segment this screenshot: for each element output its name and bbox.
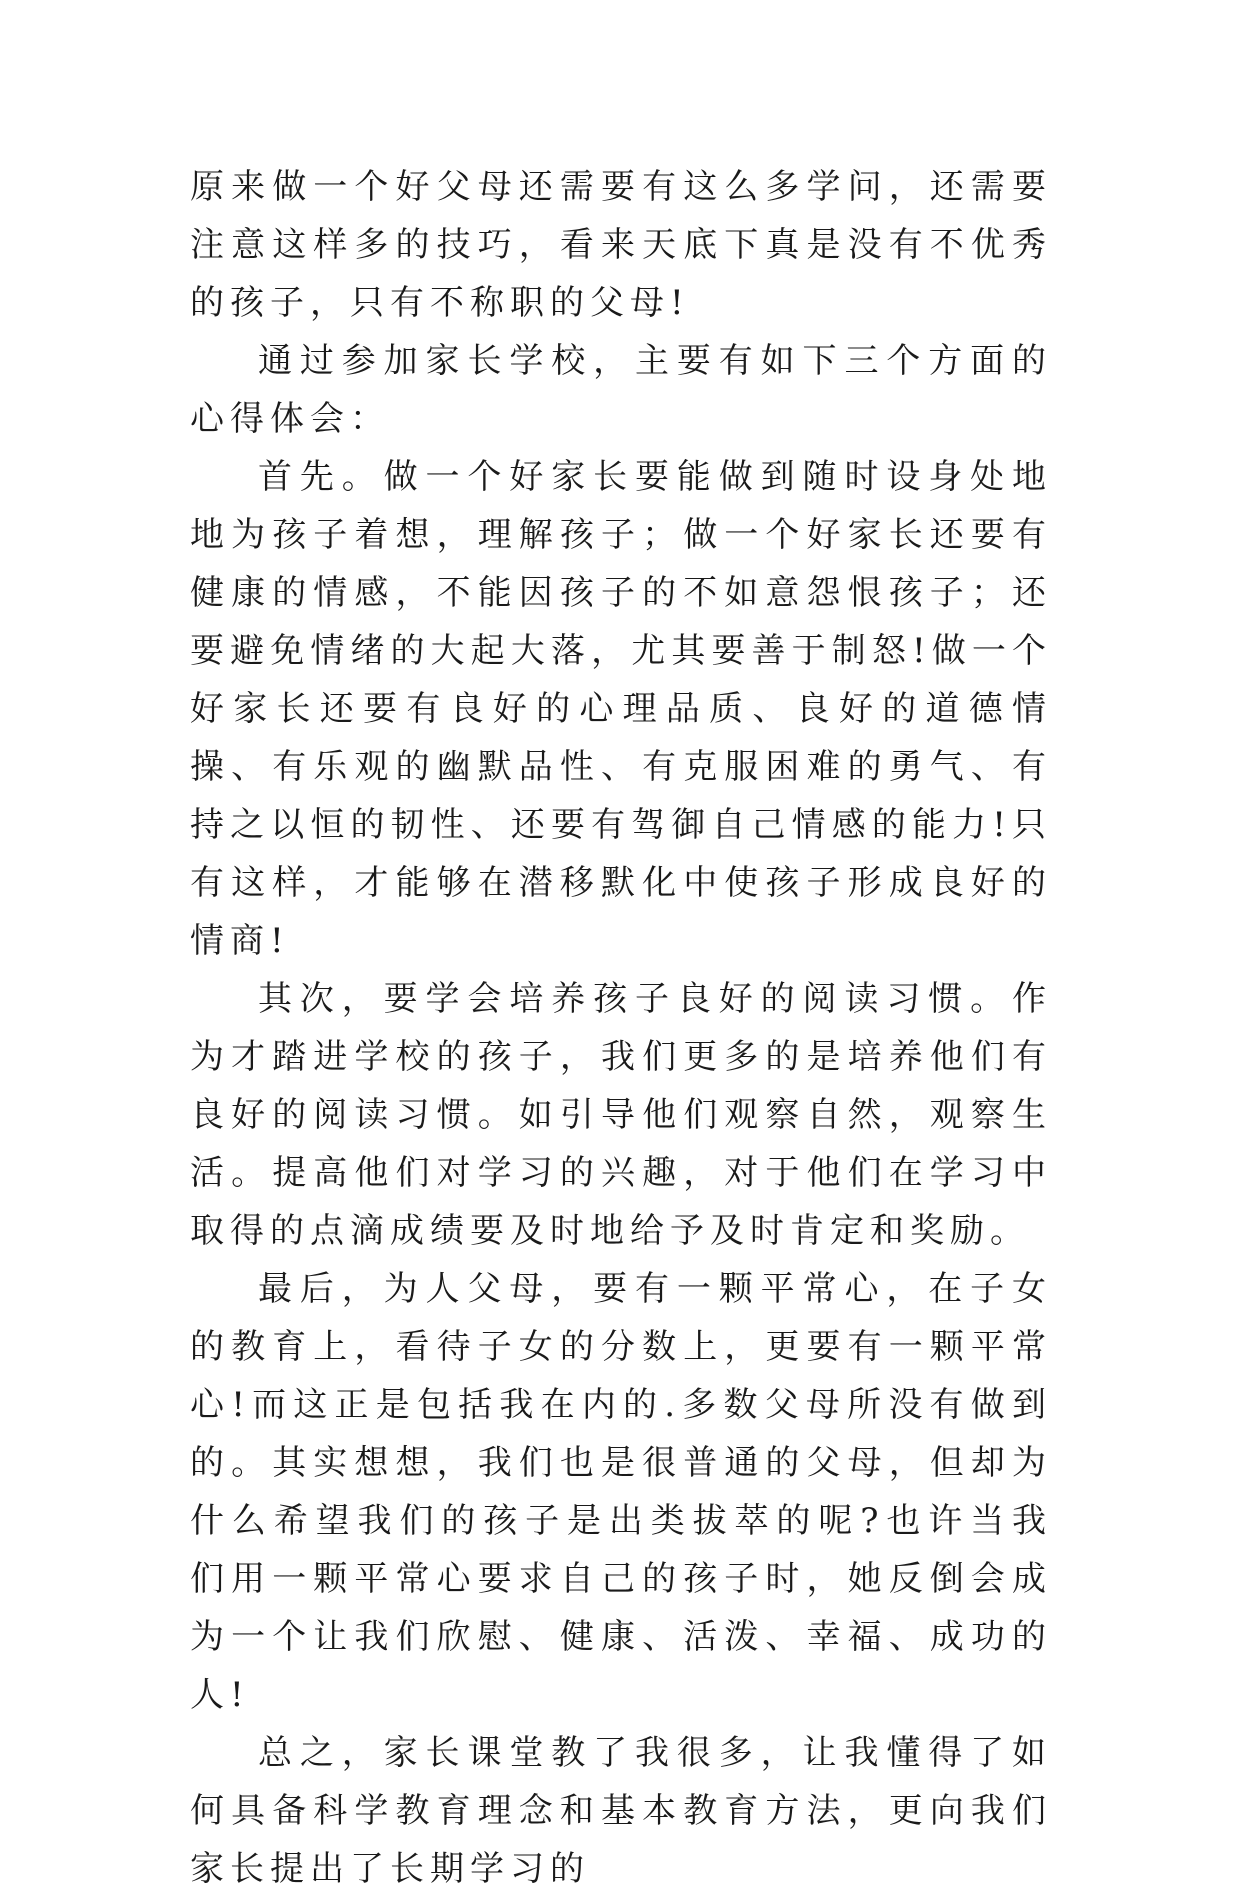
paragraph-third-point: 最后，为人父母，要有一颗平常心，在子女的教育上，看待子女的分数上，更要有一颗平常心!而这正是包括我在内的.多数父母所没有做到的。其实想想，我们也是很普通的父母，但却为什么希望我们的孩子是出类拔萃的呢?也许当我们用一颗平常心要求自己的孩子时，她反倒会成为一个让我们欣慰、健康、活泼、幸福、成功的人! [190, 1269, 1052, 1715]
paragraph-second-point: 其次，要学会培养孩子良好的阅读习惯。作为才踏进学校的孩子，我们更多的是培养他们有良好的阅读习惯。如引导他们观察自然，观察生活。提高他们对学习的兴趣，对于他们在学习中取得的点滴成绩要及时地给予及时肯定和奖励。 [190, 979, 1052, 1251]
paragraph-intro: 通过参加家长学校，主要有如下三个方面的心得体会： [190, 341, 1052, 439]
paragraph-conclusion: 总之，家长课堂教了我很多，让我懂得了如何具备科学教育理念和基本教育方法，更向我们家长提出了长期学习的 [190, 1733, 1052, 1889]
paragraph-first-point: 首先。做一个好家长要能做到随时设身处地地为孩子着想，理解孩子；做一个好家长还要有健康的情感，不能因孩子的不如意怨恨孩子；还要避免情绪的大起大落，尤其要善于制怒!做一个好家长还要有良好的心理品质、良好的道德情操、有乐观的幽默品性、有克服困难的勇气、有持之以恒的韧性、还要有驾御自己情感的能力!只有这样，才能够在潜移默化中使孩子形成良好的情商! [190, 457, 1052, 961]
document-body [190, 158, 1052, 1898]
paragraph-continuation: 原来做一个好父母还需要有这么多学问，还需要注意这样多的技巧，看来天底下真是没有不优秀的孩子，只有不称职的父母! [190, 167, 1052, 323]
